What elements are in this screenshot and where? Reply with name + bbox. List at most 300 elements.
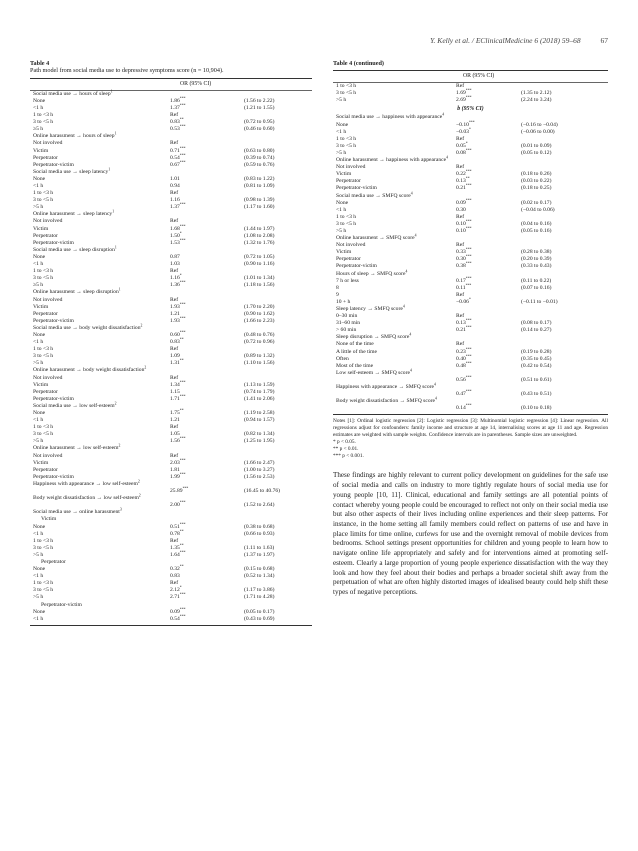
- row-label: <1 h: [33, 530, 44, 537]
- row-label: >5 h: [33, 594, 44, 601]
- label-superscript: 1: [110, 89, 113, 94]
- confidence-interval: (0.05 to 0.12): [521, 149, 552, 156]
- estimate-number: 0.32: [170, 566, 180, 573]
- estimate-number: 1.68: [170, 225, 180, 232]
- significance-stars: ***: [179, 593, 186, 598]
- estimate-number: Ref: [456, 164, 465, 171]
- estimate-value: [170, 282, 186, 289]
- estimate-number: −0.03: [456, 128, 469, 135]
- path-heading-row: [30, 367, 312, 374]
- row-label: 1 to <3 h: [33, 268, 54, 275]
- table-row: [333, 263, 608, 270]
- significance-stars: ***: [465, 219, 472, 224]
- estimate-number: 0.21: [456, 185, 466, 192]
- estimate-number: 1.99: [170, 473, 180, 480]
- row-label: Perpetrator: [33, 310, 58, 317]
- path-heading-row: [30, 91, 312, 98]
- estimate-value: [456, 292, 464, 299]
- confidence-interval: (−0.04 to 0.06): [521, 206, 555, 213]
- estimate-number: Ref: [170, 268, 179, 275]
- table-body: [333, 83, 608, 412]
- significance-stars: *: [468, 297, 471, 302]
- row-label: Happiness with appearance → low self-esteem$^2$: [33, 479, 140, 487]
- significance-stars: *: [179, 273, 182, 278]
- significance-stars: ***: [465, 403, 472, 408]
- significance-stars: ***: [179, 607, 186, 612]
- estimate-number: 0.10: [456, 220, 466, 227]
- confidence-interval: (1.25 to 1.95): [244, 438, 275, 445]
- table-row: [30, 304, 312, 311]
- confidence-interval: (0.89 to 1.32): [244, 353, 275, 360]
- table-caption: Table 4: [30, 60, 50, 67]
- row-label: 1 to <3 h: [336, 213, 357, 220]
- row-label: Body weight dissatisfaction → SMFQ score$^4$: [336, 396, 437, 405]
- confidence-interval: (0.08 to 0.17): [521, 320, 552, 327]
- significance-stars: ***: [465, 226, 472, 231]
- confidence-interval: (0.72 to 0.96): [244, 339, 275, 346]
- significance-stars: ***: [465, 276, 472, 281]
- row-label: Perpetrator-victim: [33, 317, 74, 324]
- estimate-number: 0.60: [170, 331, 180, 338]
- estimate-value: [456, 129, 471, 136]
- confidence-interval: (1.11 to 1.63): [244, 544, 275, 551]
- table-row: [333, 129, 608, 136]
- table-body: [30, 91, 312, 623]
- row-label: >5 h: [33, 204, 44, 211]
- row-label: None: [33, 175, 46, 182]
- confidence-interval: (2.24 to 3.24): [521, 97, 552, 104]
- row-label: None: [33, 523, 46, 530]
- estimate-value: [456, 200, 472, 207]
- row-label: 1 to <3 h: [33, 424, 54, 431]
- row-label: Online harassment → body weight dissatisfaction$^2$: [33, 366, 147, 374]
- estimate-number: 1.16: [170, 275, 180, 282]
- estimate-number: 0.48: [456, 362, 466, 369]
- page-number: 67: [600, 36, 608, 45]
- estimate-value: [170, 453, 178, 460]
- estimate-value: [170, 176, 180, 183]
- estimate-number: Ref: [170, 218, 179, 225]
- row-label: Perpetrator: [33, 388, 58, 395]
- row-label: >5 h: [336, 97, 347, 104]
- estimate-number: 2.03: [170, 459, 180, 466]
- label-superscript: 4: [442, 113, 445, 118]
- row-label: 3 to <5 h: [33, 544, 54, 551]
- row-label: <1 h: [33, 339, 44, 346]
- row-label: None: [33, 608, 46, 615]
- estimate-value: [170, 474, 186, 481]
- row-label: Social media use → happiness with appearance$^4$: [336, 113, 445, 121]
- confidence-interval: (0.48 to 0.76): [244, 331, 275, 338]
- estimate-number: 1.36: [170, 282, 180, 289]
- row-label: Perpetrator-victim: [336, 185, 377, 192]
- label-superscript: 4: [405, 269, 408, 274]
- estimate-number: Ref: [170, 346, 179, 353]
- confidence-interval: (1.10 to 1.56): [244, 360, 275, 367]
- estimate-value: [170, 105, 186, 112]
- row-label: 8: [336, 284, 339, 291]
- estimate-number: Ref: [170, 140, 179, 147]
- significance-stars: ***: [465, 347, 472, 352]
- row-label: Perpetrator: [33, 466, 58, 473]
- estimate-value: [170, 190, 178, 197]
- confidence-interval: (−0.16 to −0.04): [521, 121, 558, 128]
- row-label: Perpetrator: [41, 558, 66, 565]
- row-label: None: [33, 410, 46, 417]
- confidence-interval: (0.81 to 1.09): [244, 183, 275, 190]
- significance-stars: ***: [179, 330, 186, 335]
- estimate-number: −0.10: [456, 121, 469, 128]
- estimate-number: 1.81: [170, 466, 180, 473]
- table-row: [30, 460, 312, 467]
- estimate-number: 2.69: [456, 97, 466, 104]
- table-row: [333, 200, 608, 207]
- significance-legend: *** p < 0.001.: [333, 452, 364, 459]
- estimate-number: 0.21: [456, 327, 466, 334]
- confidence-interval: (0.20 to 0.39): [521, 256, 552, 263]
- table-notes: [333, 418, 608, 459]
- row-label: Social media use → sleep latency$^1$: [33, 167, 111, 175]
- path-heading-row: [30, 169, 312, 176]
- estimate-number: Ref: [170, 424, 179, 431]
- confidence-interval: (1.17 to 1.60): [244, 204, 275, 211]
- significance-stars: ***: [179, 202, 186, 207]
- estimate-number: 1.93: [170, 303, 180, 310]
- row-label: Hours of sleep → SMFQ score$^4$: [336, 269, 408, 277]
- estimate-value: [170, 382, 186, 389]
- label-superscript: 4: [414, 233, 417, 238]
- confidence-interval: (0.28 to 0.38): [521, 249, 552, 256]
- estimate-number: 1.03: [170, 261, 180, 268]
- label-superscript: 2: [137, 479, 140, 484]
- row-label: Online harassment → sleep latency$^1$: [33, 210, 115, 218]
- significance-stars: **: [179, 564, 184, 569]
- estimate-value: [170, 240, 186, 247]
- label-superscript: 3: [119, 507, 122, 512]
- confidence-interval: (0.14 to 0.27): [521, 327, 552, 334]
- estimate-value: [170, 254, 180, 261]
- significance-stars: ***: [465, 375, 472, 380]
- confidence-interval: (1.21 to 1.55): [244, 104, 275, 111]
- row-label: Victim: [41, 516, 57, 523]
- estimate-number: 0.51: [170, 523, 180, 530]
- estimate-number: 1.37: [170, 204, 180, 211]
- significance-stars: ***: [465, 247, 472, 252]
- estimate-number: 0.05: [456, 142, 466, 149]
- confidence-interval: (1.70 to 2.20): [244, 303, 275, 310]
- estimate-number: Ref: [456, 291, 465, 298]
- significance-stars: ***: [179, 614, 186, 619]
- estimate-value: [456, 341, 464, 348]
- confidence-interval: (1.66 to 2.23): [244, 317, 275, 324]
- table-row: [333, 150, 608, 157]
- row-label: 3 to <5 h: [33, 275, 54, 282]
- significance-stars: ***: [179, 238, 186, 243]
- table-bottom-rule: [30, 625, 312, 626]
- row-label: Victim: [33, 225, 49, 232]
- table-row: [30, 218, 312, 225]
- estimate-value: [170, 566, 184, 573]
- table-row: [333, 228, 608, 235]
- running-header: [30, 36, 608, 45]
- row-label: 3 to <5 h: [336, 90, 357, 97]
- significance-stars: ***: [179, 458, 186, 463]
- row-label: >5 h: [336, 149, 347, 156]
- row-label: <1 h: [336, 128, 347, 135]
- estimate-number: 0.10: [456, 227, 466, 234]
- significance-stars: ***: [465, 354, 472, 359]
- confidence-interval: (1.37 to 1.97): [244, 551, 275, 558]
- row-label: Victim: [33, 381, 49, 388]
- row-label: 10 + h: [336, 298, 351, 305]
- row-label: None: [33, 253, 46, 260]
- confidence-interval: (0.18 to 0.25): [521, 185, 552, 192]
- significance-stars: **: [179, 408, 184, 413]
- estimate-number: 1.37: [170, 104, 180, 111]
- estimate-value: [456, 263, 472, 270]
- estimate-number: Ref: [456, 83, 465, 90]
- path-heading-row: [30, 403, 312, 410]
- table-row: [30, 474, 312, 481]
- estimate-number: 2.12: [170, 587, 180, 594]
- estimate-value: [170, 538, 178, 545]
- table-row: [30, 396, 312, 403]
- estimate-number: 0.53: [170, 126, 180, 133]
- row-label: <1 h: [33, 104, 44, 111]
- path-heading-row: [333, 157, 608, 164]
- estimate-value: [456, 327, 472, 334]
- path-heading-row: [30, 325, 312, 332]
- estimate-number: 0.71: [170, 147, 180, 154]
- section-label: b (95% CI): [457, 106, 484, 113]
- label-superscript: 1: [118, 288, 121, 293]
- table-row: [333, 207, 608, 214]
- confidence-interval: (1.18 to 1.56): [244, 282, 275, 289]
- estimate-number: 2.71: [170, 594, 180, 601]
- significance-stars: ***: [179, 146, 186, 151]
- path-heading-row: [30, 509, 312, 516]
- row-label: Not involved: [33, 140, 63, 147]
- significance-stars: **: [179, 117, 184, 122]
- estimate-value: [456, 377, 472, 384]
- table-row: [30, 594, 312, 601]
- row-label: <1 h: [33, 183, 44, 190]
- estimate-number: Ref: [170, 580, 179, 587]
- confidence-interval: (0.10 to 0.18): [521, 405, 552, 412]
- table-row: [333, 185, 608, 192]
- estimate-number: Ref: [170, 296, 179, 303]
- estimate-value: [170, 375, 178, 382]
- significance-stars: ***: [465, 148, 472, 153]
- row-label: >5 h: [336, 227, 347, 234]
- table-row: [30, 552, 312, 559]
- row-label: <1 h: [33, 573, 44, 580]
- table-row: [30, 98, 312, 105]
- confidence-interval: (0.63 to 0.80): [244, 147, 275, 154]
- estimate-number: 1.01: [170, 175, 180, 182]
- confidence-interval: (0.43 to 0.69): [244, 615, 275, 622]
- estimate-number: 0.30: [456, 206, 466, 213]
- estimate-number: Ref: [170, 452, 179, 459]
- significance-stars: ***: [179, 224, 186, 229]
- row-label: Online harassment → SMFQ score$^4$: [336, 233, 417, 242]
- row-label: 3 to <5 h: [336, 142, 357, 149]
- table-row: [333, 97, 608, 104]
- significance-stars: ***: [465, 318, 472, 323]
- estimate-number: 1.34: [170, 381, 180, 388]
- estimate-number: 0.40: [456, 355, 466, 362]
- significance-stars: ***: [179, 437, 186, 441]
- table-row: [30, 531, 312, 538]
- label-superscript: 2: [118, 444, 121, 449]
- confidence-interval: (0.59 to 0.76): [244, 161, 275, 168]
- row-label: Online harassment → happiness with appearance$^4$: [336, 155, 449, 164]
- row-label: <1 h: [336, 206, 347, 213]
- row-label: Low self-esteem → SMFQ score$^4$: [336, 368, 412, 376]
- estimate-value: [456, 150, 472, 157]
- estimate-number: Ref: [456, 341, 465, 348]
- row-label: >5 h: [33, 551, 44, 558]
- estimate-value: [170, 126, 186, 133]
- significance-stars: ***: [465, 96, 472, 100]
- table-row: [30, 382, 312, 389]
- row-label: Sleep latency → SMFQ score$^4$: [336, 304, 405, 313]
- row-label: Online harassment → low self-esteem$^2$: [33, 444, 121, 452]
- subgroup-row: [30, 559, 312, 566]
- row-label: <1 h: [33, 615, 44, 622]
- confidence-interval: (−0.11 to −0.01): [521, 298, 558, 305]
- journal-citation: Y. Kelly et al. / EClinicalMedicine 6 (2018) 59–68: [430, 36, 581, 45]
- label-superscript: 4: [402, 304, 405, 309]
- label-superscript: 2: [140, 323, 143, 328]
- label-superscript: 4: [409, 333, 412, 337]
- row-label: >5 h: [33, 438, 44, 445]
- estimate-number: 1.75: [170, 410, 180, 417]
- table-row: [30, 105, 312, 112]
- significance-stars: **: [465, 176, 470, 181]
- estimate-value: [456, 391, 472, 398]
- table-row: [30, 616, 312, 623]
- estimate-number: 0.83: [170, 339, 180, 346]
- estimate-number: 0.23: [456, 348, 466, 355]
- confidence-interval: (1.66 to 2.47): [244, 459, 275, 466]
- estimate-value: [456, 97, 472, 104]
- significance-legend: ** p < 0.01.: [333, 445, 359, 452]
- significance-stars: ***: [179, 160, 186, 165]
- significance-stars: **: [179, 543, 184, 548]
- significance-stars: ***: [179, 316, 186, 321]
- table-row: [30, 545, 312, 552]
- label-superscript: 1: [114, 131, 117, 136]
- estimate-value: [170, 396, 186, 403]
- confidence-interval: (1.52 to 2.64): [244, 502, 275, 509]
- confidence-interval: (0.01 to 0.09): [521, 142, 552, 149]
- path-heading-row: [30, 481, 312, 488]
- estimate-number: 1.50: [170, 232, 180, 239]
- estimate-number: 0.67: [170, 161, 180, 168]
- significance-stars: *: [179, 585, 182, 590]
- estimate-number: 0.08: [456, 149, 466, 156]
- left-column: [30, 60, 312, 626]
- significance-legend: * p < 0.05.: [333, 438, 356, 445]
- confidence-interval: (0.82 to 1.34): [244, 431, 275, 438]
- confidence-interval: (0.07 to 0.16): [521, 284, 552, 291]
- row-label: 3 to <5 h: [336, 220, 357, 227]
- row-label: Most of the time: [336, 362, 374, 369]
- confidence-interval: (0.90 to 1.16): [244, 261, 275, 268]
- table-header-row: [333, 71, 608, 83]
- significance-stars: ***: [179, 522, 186, 527]
- table-row: [30, 332, 312, 339]
- row-label: None: [33, 97, 46, 104]
- estimate-number: 0.83: [170, 119, 180, 126]
- estimate-number: 1.35: [170, 544, 180, 551]
- row-label: Not involved: [33, 452, 63, 459]
- table-row: [30, 254, 312, 261]
- path-heading-row: [30, 289, 312, 296]
- estimate-number: 0.87: [170, 253, 180, 260]
- label-superscript: 4: [434, 382, 436, 387]
- estimate-value: [170, 297, 178, 304]
- estimate-number: 1.15: [170, 388, 180, 395]
- path-heading-row: [333, 306, 608, 313]
- estimate-value: [170, 438, 186, 445]
- estimate-number: 1.09: [170, 353, 180, 360]
- row-label: 3 to <5 h: [33, 197, 54, 204]
- confidence-interval: (−0.06 to 0.00): [521, 128, 555, 135]
- row-label: 1 to <3 h: [33, 112, 54, 119]
- row-label: 1 to <3 h: [33, 580, 54, 587]
- row-label: Victim: [33, 147, 49, 154]
- significance-stars: ***: [179, 500, 186, 505]
- estimate-number: 1.21: [170, 310, 180, 317]
- label-superscript: 4: [446, 155, 449, 160]
- row-label: 3 to <5 h: [33, 587, 54, 594]
- estimate-value: [170, 360, 184, 367]
- estimate-number: 0.83: [170, 573, 180, 580]
- row-label: ≥5 h: [33, 126, 44, 133]
- estimate-number: 0.17: [456, 277, 466, 284]
- estimate-number: Ref: [456, 213, 465, 220]
- row-label: Perpetrator: [33, 232, 58, 239]
- estimate-number: 1.93: [170, 317, 180, 324]
- row-label: 0–30 min: [336, 313, 358, 320]
- estimate-number: 0.30: [456, 256, 466, 263]
- row-label: Sleep disruption → SMFQ score$^4$: [336, 333, 412, 341]
- estimate-number: 0.13: [456, 320, 466, 327]
- row-label: Perpetrator: [336, 178, 361, 185]
- significance-stars: ***: [468, 120, 475, 125]
- confidence-interval: (1.44 to 1.97): [244, 225, 275, 232]
- row-label: 1 to <3 h: [33, 190, 54, 197]
- label-superscript: 4: [409, 368, 412, 373]
- confidence-interval: (0.51 to 0.61): [521, 376, 552, 383]
- confidence-interval: (0.03 to 0.22): [521, 178, 552, 185]
- row-label: Body weight dissatisfaction → low self-esteem$^2$: [33, 493, 141, 502]
- estimate-value: [170, 502, 186, 509]
- estimate-number: 0.13: [456, 178, 466, 185]
- row-label: Not involved: [33, 374, 63, 381]
- confidence-interval: (0.05 to 0.16): [521, 227, 552, 234]
- significance-stars: ***: [465, 262, 472, 267]
- confidence-interval: (1.13 to 1.59): [244, 381, 275, 388]
- row-label: Perpetrator-victim: [33, 395, 74, 402]
- subgroup-row: [30, 516, 312, 523]
- row-label: Perpetrator: [336, 256, 361, 263]
- confidence-interval: (0.43 to 0.51): [521, 391, 552, 398]
- row-label: Social media use → body weight dissatisfaction$^2$: [33, 323, 143, 331]
- estimate-value: [170, 304, 186, 311]
